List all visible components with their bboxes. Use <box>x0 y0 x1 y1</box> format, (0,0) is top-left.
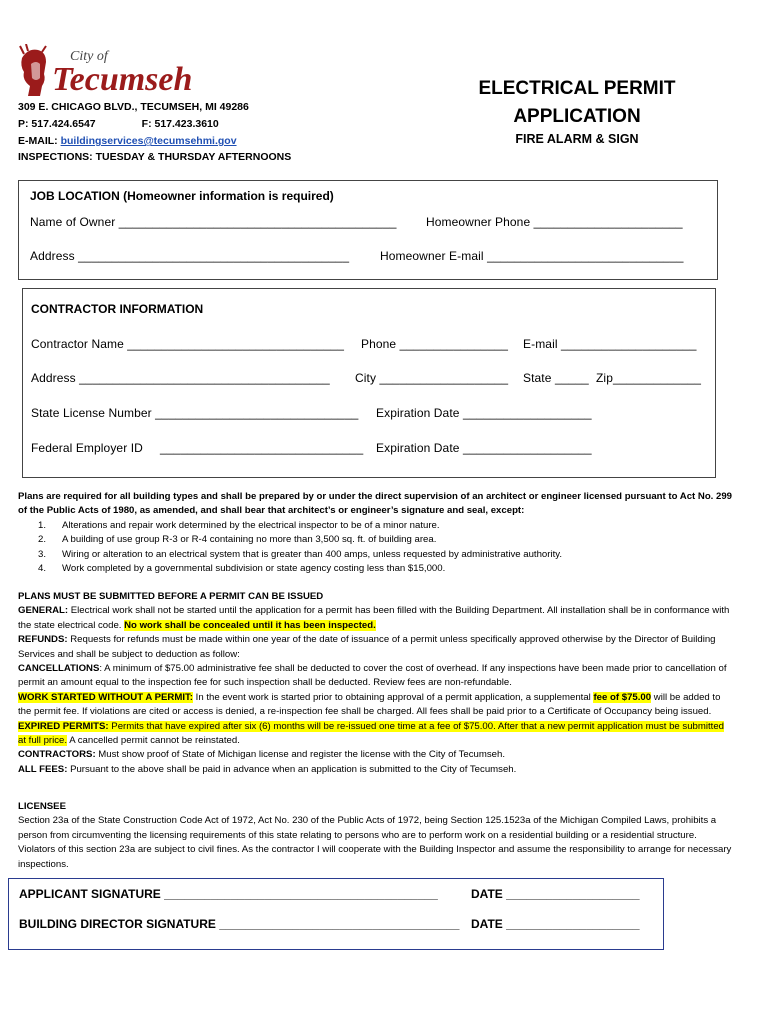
director-date-field[interactable]: DATE ____________________ <box>471 917 640 931</box>
general-paragraph: GENERAL: Electrical work shall not be started until the application for a permit has been filled with the Building Department. All installation shall be in conformance with the state electrical code. No work shall be concealed until it has been inspected. <box>18 605 730 631</box>
contractor-city-field[interactable]: City ___________________ <box>355 371 509 385</box>
header-email-link[interactable]: buildingservices@tecumsehmi.gov <box>60 135 237 147</box>
plans-intro: Plans are required for all building types and shall be prepared by or under the direct supervision of an architect or engineer licensed pursuant to Act No. 299 of the Public Acts of 1980, as amended, and shall bear that architect’s or engineer’s signature and seal, except: <box>18 491 733 517</box>
contractor-state-field[interactable]: State _____ <box>523 371 589 385</box>
contractor-section <box>22 288 716 478</box>
job-address-field[interactable]: Address ________________________________________ <box>30 249 350 263</box>
federal-employer-id-field[interactable]: ______________________________ <box>160 441 364 455</box>
logo-name-text: Tecumseh <box>52 61 193 98</box>
job-location-title: JOB LOCATION (Homeowner information is required) <box>30 189 334 203</box>
director-signature-field[interactable]: BUILDING DIRECTOR SIGNATURE ____________________________________ <box>19 917 460 931</box>
header-email-label: E-MAIL: <box>18 135 61 147</box>
cancellations-paragraph: CANCELLATIONS: A minimum of $75.00 administrative fee shall be deducted to cover the cost of overhead. If any inspections have been made prior to cancellation of permit an amount equal to the inspection fee for such inspection shall be deducted. Review fees are non-refundable. <box>18 663 727 689</box>
contractor-name-field[interactable]: Contractor Name ________________________________ <box>31 337 345 351</box>
rules-heading: PLANS MUST BE SUBMITTED BEFORE A PERMIT CAN BE ISSUED <box>18 591 324 602</box>
signature-section <box>8 878 664 950</box>
title-line-2: APPLICATION <box>513 106 641 127</box>
header-email-line <box>18 135 237 147</box>
owner-phone-field[interactable]: Homeowner Phone ______________________ <box>426 215 683 229</box>
title-line-1: ELECTRICAL PERMIT <box>478 78 676 99</box>
license-expiration-field[interactable]: Expiration Date ___________________ <box>376 406 592 420</box>
applicant-date-field[interactable]: DATE ____________________ <box>471 887 640 901</box>
licensee-section <box>18 800 734 872</box>
header-phone-fax <box>18 118 219 130</box>
federal-employer-id-label: Federal Employer ID <box>31 441 143 455</box>
licensee-text: Section 23a of the State Construction Code Act of 1972, Act No. 230 of the Public Acts of 1972, being Section 125.1523a of the Michigan Compiled Laws, prohibits a person from circumventing the licensing requirements of this state relating to persons who are to perform work on a residential building or a residential structure. Violators of this section 23a are subject to civil fines. As the contractor I will cooperate with the Building Inspector and assume the responsibility to arrange for necessary inspections. <box>18 815 732 870</box>
header-address: 309 E. CHICAGO BLVD., TECUMSEH, MI 49286 <box>18 101 249 113</box>
work-started-paragraph: WORK STARTED WITHOUT A PERMIT: In the event work is started prior to obtaining approval of a permit application, a supplemental fee of $75.00 will be added to the permit fee. If violations are cited or access is denied, a re-inspection fee shall be charged. All fees shall be paid prior to a Certificate of Occupancy being issued. <box>18 691 721 718</box>
contractor-phone-field[interactable]: Phone ________________ <box>361 337 509 351</box>
owner-name-field[interactable]: Name of Owner _________________________________________ <box>30 215 397 229</box>
contractor-email-field[interactable]: E-mail ____________________ <box>523 337 697 351</box>
contractor-address-field[interactable]: Address _____________________________________ <box>31 371 330 385</box>
refunds-paragraph: REFUNDS: Requests for refunds must be made within one year of the date of issuance of a permit unless specifically approved otherwise by the Director of Building Services and shall be subject to deduction as follow: <box>18 634 716 660</box>
header-fax: F: 517.423.3610 <box>141 118 219 130</box>
applicant-signature-field[interactable]: APPLICANT SIGNATURE _________________________________________ <box>19 887 438 901</box>
list-item: 3. Wiring or alteration to an electrical system that is greater than 400 amps, unless requested by administrative authority. <box>38 549 563 560</box>
owner-email-field[interactable]: Homeowner E-mail _____________________________ <box>380 249 684 263</box>
header-inspections: INSPECTIONS: TUESDAY & THURSDAY AFTERNOONS <box>18 151 292 163</box>
chief-head-icon <box>20 44 46 96</box>
expired-paragraph: EXPIRED PERMITS: Permits that have expired after six (6) months will be re-issued one time at a fee of $75.00. After that a new permit application must be submitted at full price. A cancelled permit cannot be reinstated. <box>18 720 724 747</box>
list-item: 2. A building of use group R-3 or R-4 containing no more than 3,500 sq. ft. of building area. <box>38 534 437 545</box>
fees-paragraph: ALL FEES: Pursuant to the above shall be paid in advance when an application is submitted to the City of Tecumseh. <box>18 763 517 775</box>
contractor-title: CONTRACTOR INFORMATION <box>31 302 204 316</box>
contractor-zip-field[interactable]: Zip_____________ <box>596 371 702 385</box>
job-location-section <box>18 180 718 280</box>
list-item: 4. Work completed by a governmental subdivision or state agency costing less than $15,000. <box>38 563 446 574</box>
subtitle: FIRE ALARM & SIGN <box>515 132 639 146</box>
rules-section <box>18 590 734 777</box>
fein-expiration-field[interactable]: Expiration Date ___________________ <box>376 441 592 455</box>
state-license-field[interactable]: State License Number ______________________________ <box>31 406 359 420</box>
list-item: 1. Alterations and repair work determined by the electrical inspector to be of a minor nature. <box>38 520 440 531</box>
logo-small-text: City of <box>70 49 108 64</box>
header-phone: P: 517.424.6547 <box>18 118 96 130</box>
contractors-paragraph: CONTRACTORS: Must show proof of State of Michigan license and register the license with the City of Tecumseh. <box>18 749 505 761</box>
city-of-tecumseh-logo <box>18 44 218 104</box>
licensee-heading: LICENSEE <box>18 801 66 812</box>
